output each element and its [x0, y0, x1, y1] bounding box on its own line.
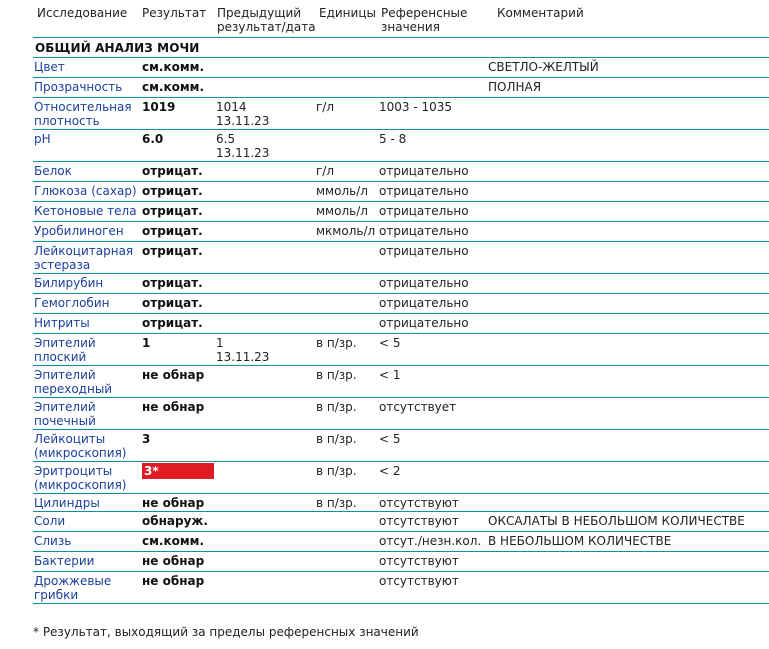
- test-name: Глюкоза (сахар): [34, 184, 137, 198]
- table-row: [33, 397, 769, 430]
- table-row: [33, 161, 769, 182]
- test-name: Билирубин: [34, 276, 104, 290]
- reference-range: < 5: [379, 336, 401, 350]
- table-row: [33, 221, 769, 242]
- test-name: Уробилиноген: [34, 224, 124, 238]
- reference-range: отрицательно: [379, 164, 469, 178]
- table-row: [33, 293, 769, 314]
- test-result: отрицат.: [142, 296, 203, 310]
- reference-range: отсутствуют: [379, 496, 459, 510]
- section-row: [33, 37, 769, 58]
- test-name: Слизь: [34, 534, 72, 548]
- reference-range: отрицательно: [379, 184, 469, 198]
- test-result: отрицат.: [142, 316, 203, 330]
- table-row: [33, 129, 769, 162]
- table-row: [33, 571, 769, 604]
- test-name: Эпителий почечный: [34, 400, 96, 428]
- reference-range: отрицательно: [379, 276, 469, 290]
- table-row: [33, 97, 769, 130]
- reference-range: отсутствуют: [379, 574, 459, 588]
- units: ммоль/л: [316, 204, 368, 218]
- reference-range: 1003 - 1035: [379, 100, 453, 114]
- reference-range: < 2: [379, 464, 401, 478]
- reference-range: отрицательно: [379, 296, 469, 310]
- test-result: 3: [142, 432, 151, 446]
- table-row: [33, 241, 769, 274]
- test-name: Нитриты: [34, 316, 90, 330]
- reference-range: отрицательно: [379, 244, 469, 258]
- previous-result: 1 13.11.23: [216, 336, 270, 364]
- units: г/л: [316, 164, 335, 178]
- table-row: [33, 57, 769, 78]
- test-name: pH: [34, 132, 51, 146]
- test-result: обнаруж.: [142, 514, 208, 528]
- header-previous: Предыдущий результат/дата: [217, 6, 316, 34]
- comment: В НЕБОЛЬШОМ КОЛИЧЕСТВЕ: [488, 534, 672, 548]
- test-result: отрицат.: [142, 164, 203, 178]
- header-comment: Комментарий: [497, 6, 584, 20]
- table-row: [33, 273, 769, 294]
- test-result: отрицат.: [142, 224, 203, 238]
- units: г/л: [316, 100, 335, 114]
- footnote: * Результат, выходящий за пределы референсных значений: [33, 625, 419, 639]
- table-row: [33, 511, 769, 532]
- test-name: Относительная плотность: [34, 100, 132, 128]
- test-name: Эпителий плоский: [34, 336, 96, 364]
- comment: ПОЛНАЯ: [488, 80, 542, 94]
- reference-range: 5 - 8: [379, 132, 407, 146]
- test-result: см.комм.: [142, 534, 205, 548]
- test-result: отрицат.: [142, 204, 203, 218]
- test-name: Эпителий переходный: [34, 368, 113, 396]
- previous-result: 1014 13.11.23: [216, 100, 270, 128]
- header-reference: Референсные значения: [381, 6, 468, 34]
- test-result: не обнар: [142, 574, 205, 588]
- test-result: 1: [142, 336, 151, 350]
- table-row: [33, 201, 769, 222]
- test-name: Соли: [34, 514, 66, 528]
- header-result: Результат: [142, 6, 207, 20]
- table-row: [33, 333, 769, 366]
- header-study: Исследование: [37, 6, 128, 20]
- units: в п/зр.: [316, 368, 357, 382]
- reference-range: отсутствуют: [379, 514, 459, 528]
- test-result: отрицат.: [142, 184, 203, 198]
- units: в п/зр.: [316, 496, 357, 510]
- reference-range: отсутствует: [379, 400, 457, 414]
- test-result: отрицат.: [142, 276, 203, 290]
- reference-range: отсут./незн.кол.: [379, 534, 482, 548]
- reference-range: < 1: [379, 368, 401, 382]
- test-name: Дрожжевые грибки: [34, 574, 112, 602]
- test-name: Эритроциты (микроскопия): [34, 464, 127, 492]
- table-row: [33, 493, 769, 512]
- test-name: Бактерии: [34, 554, 95, 568]
- table-row: [33, 365, 769, 398]
- units: в п/зр.: [316, 464, 357, 478]
- previous-result: 6.5 13.11.23: [216, 132, 270, 160]
- test-result: не обнар: [142, 554, 205, 568]
- reference-range: отрицательно: [379, 204, 469, 218]
- comment: СВЕТЛО-ЖЕЛТЫЙ: [488, 60, 599, 74]
- units: в п/зр.: [316, 336, 357, 350]
- table-row: [33, 77, 769, 98]
- table-row: [33, 181, 769, 202]
- table-row: [33, 551, 769, 572]
- reference-range: отрицательно: [379, 316, 469, 330]
- test-name: Прозрачность: [34, 80, 123, 94]
- header-units: Единицы: [319, 6, 376, 20]
- test-result: 1019: [142, 100, 176, 114]
- units: мкмоль/л: [316, 224, 376, 238]
- reference-range: отрицательно: [379, 224, 469, 238]
- comment: ОКСАЛАТЫ В НЕБОЛЬШОМ КОЛИЧЕСТВЕ: [488, 514, 745, 528]
- test-result: не обнар: [142, 400, 205, 414]
- units: ммоль/л: [316, 184, 368, 198]
- test-name: Белок: [34, 164, 72, 178]
- section-title: ОБЩИЙ АНАЛИЗ МОЧИ: [35, 41, 200, 55]
- test-name: Лейкоцитарная эстераза: [34, 244, 134, 272]
- test-name: Гемоглобин: [34, 296, 110, 310]
- units: в п/зр.: [316, 400, 357, 414]
- test-result: 3*: [142, 463, 214, 479]
- units: в п/зр.: [316, 432, 357, 446]
- test-result: не обнар: [142, 368, 205, 382]
- test-name: Цвет: [34, 60, 65, 74]
- test-result: см.комм.: [142, 80, 205, 94]
- reference-range: отсутствуют: [379, 554, 459, 568]
- test-name: Цилиндры: [34, 496, 100, 510]
- test-name: Лейкоциты (микроскопия): [34, 432, 127, 460]
- test-result: см.комм.: [142, 60, 205, 74]
- table-row: [33, 531, 769, 552]
- reference-range: < 5: [379, 432, 401, 446]
- table-row: [33, 313, 769, 334]
- table-row: [33, 461, 769, 494]
- test-result: не обнар: [142, 496, 205, 510]
- test-result: 6.0: [142, 132, 164, 146]
- test-result: отрицат.: [142, 244, 203, 258]
- test-name: Кетоновые тела: [34, 204, 137, 218]
- table-row: [33, 429, 769, 462]
